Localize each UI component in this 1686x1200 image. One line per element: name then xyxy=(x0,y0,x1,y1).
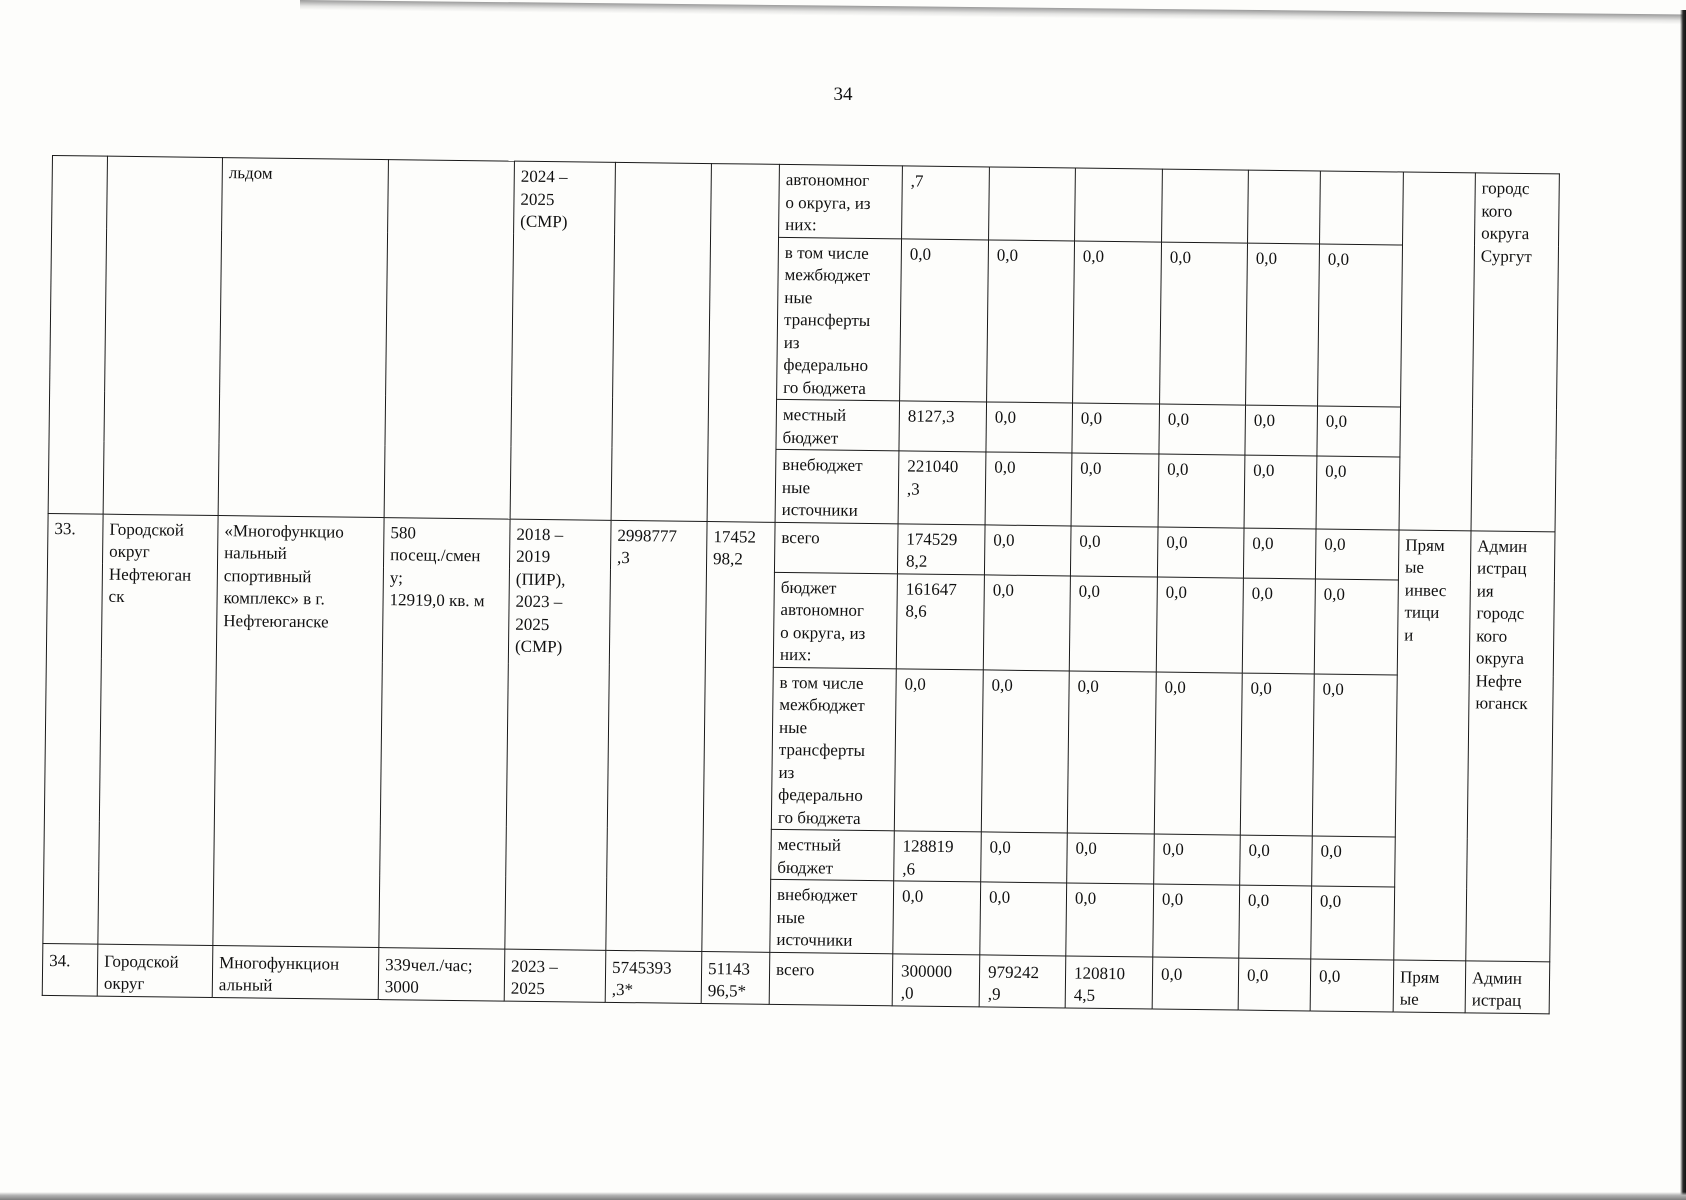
year-value-4: 0,0 xyxy=(1158,454,1245,528)
year-value-4 xyxy=(1162,169,1249,243)
year-value-6: 0,0 xyxy=(1311,886,1395,960)
municipality-cell: Городской округ xyxy=(97,944,213,997)
capacity-cell: 580 посещ./смен у; 12919,0 кв. м xyxy=(379,517,510,949)
capacity-cell xyxy=(384,160,514,519)
capacity-cell: 339чел./час; 3000 xyxy=(378,947,505,1001)
year-value-3: 0,0 xyxy=(1069,575,1157,671)
table-body xyxy=(42,156,1559,1014)
year-value-2: 0,0 xyxy=(983,574,1070,670)
municipality-cell xyxy=(103,156,222,515)
year-value-3 xyxy=(1075,168,1163,242)
year-value-1: 300000 ,0 xyxy=(892,953,980,1006)
year-value-2: 0,0 xyxy=(980,882,1067,956)
object-name-cell: «Многофункцио нальный спортивный комплекс» в г. Нефтеюганске xyxy=(213,515,384,947)
year-value-6: 0,0 xyxy=(1317,406,1401,457)
year-value-2: 0,0 xyxy=(987,239,1075,403)
year-value-3: 0,0 xyxy=(1072,403,1160,454)
funding-source: внебюджет ные источники xyxy=(770,879,894,953)
mechanism-cell: Прям ые инвес тици и xyxy=(1394,529,1471,960)
year-value-3: 0,0 xyxy=(1073,240,1162,404)
year-value-2: 979242 ,9 xyxy=(979,954,1066,1007)
year-value-2: 0,0 xyxy=(981,832,1068,883)
year-value-2: 0,0 xyxy=(986,402,1073,453)
year-value-6: 0,0 xyxy=(1315,528,1399,579)
funding-source: в том числе межбюджет ные трансферты из федерально го бюджета xyxy=(777,237,902,401)
year-value-6: 0,0 xyxy=(1314,578,1398,674)
year-value-6: 0,0 xyxy=(1318,243,1403,407)
year-value-3: 120810 4,5 xyxy=(1065,955,1153,1008)
funding-source: местный бюджет xyxy=(776,399,900,450)
estimated-cost-cell xyxy=(611,162,711,521)
funding-source: всего xyxy=(769,952,893,1005)
year-value-2: 0,0 xyxy=(985,452,1072,526)
year-value-1: 221040 ,3 xyxy=(898,451,986,525)
year-value-6 xyxy=(1320,171,1404,245)
year-value-5: 0,0 xyxy=(1240,673,1314,836)
object-name-cell: Многофункцион альный xyxy=(212,945,379,999)
year-value-4: 0,0 xyxy=(1154,834,1241,885)
year-value-1: 0,0 xyxy=(893,881,981,955)
year-value-5: 0,0 xyxy=(1238,958,1311,1011)
year-value-6: 0,0 xyxy=(1310,958,1394,1011)
year-value-4: 0,0 xyxy=(1152,957,1239,1010)
year-value-3: 0,0 xyxy=(1066,883,1154,957)
year-value-6: 0,0 xyxy=(1316,456,1400,530)
estimated-cost-cell: 5745393 ,3* xyxy=(605,950,702,1003)
executor-cell: Админ истрац xyxy=(1465,960,1550,1013)
year-value-6: 0,0 xyxy=(1312,673,1397,837)
remaining-cost-cell: 17452 98,2 xyxy=(702,521,775,952)
year-value-5: 0,0 xyxy=(1240,835,1313,886)
table-row xyxy=(52,156,1560,247)
remaining-cost-cell xyxy=(707,164,779,522)
year-value-4: 0,0 xyxy=(1154,672,1242,836)
municipality-cell: Городской округ Нефтеюган ск xyxy=(98,514,218,945)
number-cell: 33. xyxy=(43,513,103,944)
period-cell: 2018 – 2019 (ПИР), 2023 – 2025 (СМР) xyxy=(505,519,611,950)
year-value-5: 0,0 xyxy=(1245,405,1318,456)
period-cell: 2023 – 2025 xyxy=(504,949,606,1002)
year-value-1: 0,0 xyxy=(894,668,983,832)
funding-source: всего xyxy=(774,522,898,573)
scan-edge-bottom xyxy=(0,1192,1686,1200)
year-value-3: 0,0 xyxy=(1067,670,1156,834)
year-value-1: 8127,3 xyxy=(899,401,987,452)
scan-edge-top xyxy=(300,0,1686,25)
period-cell: 2024 – 2025 (СМР) xyxy=(510,161,615,520)
scan-edge-right xyxy=(1680,10,1686,1195)
year-value-5: 0,0 xyxy=(1243,528,1316,579)
object-name-cell: льдом xyxy=(218,158,388,518)
funding-source: внебюджет ные источники xyxy=(775,449,899,523)
investment-objects-table xyxy=(42,155,1560,1014)
executor-cell: городс кого округа Сургут xyxy=(1471,173,1559,531)
year-value-5: 0,0 xyxy=(1242,578,1315,674)
funding-source: местный бюджет xyxy=(771,829,895,880)
year-value-5: 0,0 xyxy=(1246,243,1320,406)
funding-source: автономног о округа, из них: xyxy=(779,164,903,238)
estimated-cost-cell: 2998777 ,3 xyxy=(606,520,707,951)
year-value-4: 0,0 xyxy=(1157,527,1244,578)
year-value-1: 174529 8,2 xyxy=(897,523,985,574)
year-value-4: 0,0 xyxy=(1153,884,1240,958)
year-value-2: 0,0 xyxy=(984,524,1071,575)
year-value-5: 0,0 xyxy=(1239,885,1312,958)
year-value-2: 0,0 xyxy=(981,669,1069,833)
year-value-1: 161647 8,6 xyxy=(896,573,984,669)
page-number: 34 xyxy=(833,84,853,105)
funding-source: в том числе межбюджет ные трансферты из федерально го бюджета xyxy=(771,667,896,831)
executor-cell: Админ истрац ия городс кого округа Нефте юганск xyxy=(1466,530,1555,961)
year-value-4: 0,0 xyxy=(1156,577,1243,673)
year-value-6: 0,0 xyxy=(1312,836,1396,887)
year-value-3: 0,0 xyxy=(1070,525,1158,576)
year-value-1: ,7 xyxy=(902,166,990,240)
number-cell xyxy=(48,156,107,514)
number-cell: 34. xyxy=(42,943,98,996)
year-value-5 xyxy=(1248,170,1321,243)
remaining-cost-cell: 51143 96,5* xyxy=(701,951,770,1004)
year-value-3: 0,0 xyxy=(1067,833,1155,884)
year-value-4: 0,0 xyxy=(1159,404,1246,455)
mechanism-cell xyxy=(1399,172,1475,530)
funding-source: бюджет автономног о округа, из них: xyxy=(773,572,897,668)
year-value-5: 0,0 xyxy=(1244,455,1317,528)
year-value-4: 0,0 xyxy=(1160,242,1248,406)
year-value-1: 0,0 xyxy=(900,238,989,402)
mechanism-cell: Прям ые xyxy=(1393,959,1466,1012)
year-value-1: 128819 ,6 xyxy=(894,831,982,882)
year-value-2 xyxy=(989,167,1076,241)
year-value-3: 0,0 xyxy=(1071,453,1159,527)
